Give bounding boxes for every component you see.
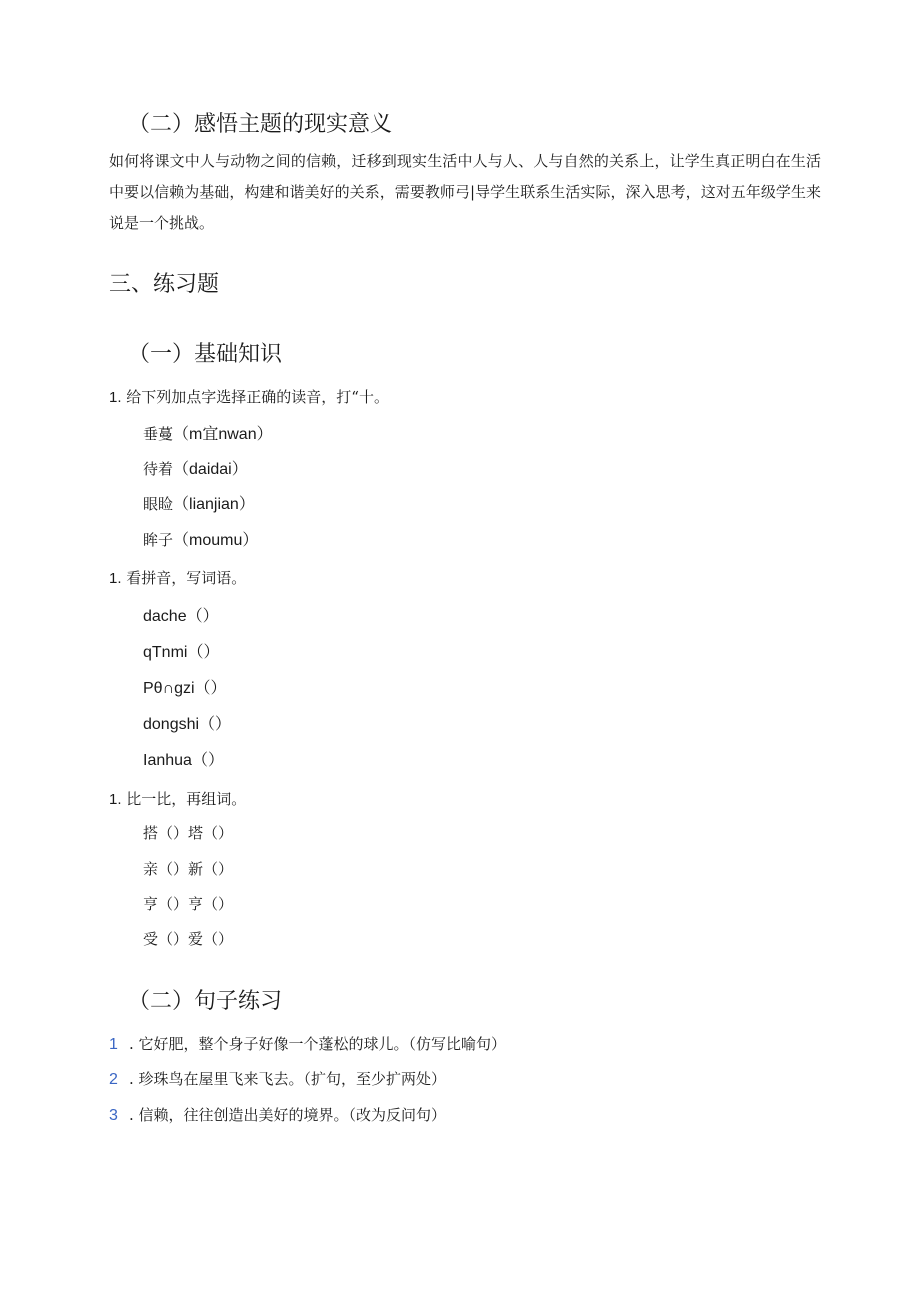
pinyin-choice-item [143, 527, 258, 550]
pinyin-choice-item [143, 421, 273, 444]
question-text: 比一比，再组词。 [126, 790, 247, 808]
word: 眼睑 [143, 495, 174, 513]
sentence-exercise [109, 1033, 506, 1054]
sentence-text: . 它好肥，整个身子好像一个蓬松的球儿。（仿写比喻句） [129, 1035, 507, 1053]
pinyin-choice-item [143, 491, 255, 514]
question-text: 给下列加点字选择正确的读音，打“十。 [126, 388, 389, 406]
question-text: 看拼音，写词语。 [126, 569, 247, 587]
sentence-text: . 信赖，往往创造出美好的境界。（改为反问句） [129, 1106, 447, 1124]
pinyin: （moumu） [173, 532, 259, 549]
compare-word-item: 亲（）新（） [143, 860, 234, 878]
section-title-feel-theme: （二）感悟主题的现实意义 [128, 112, 393, 137]
word: 待着 [143, 460, 174, 478]
question-number: 1. [109, 570, 122, 587]
pinyin-write-item: qTnmi（） [143, 644, 220, 661]
sentence-exercise [109, 1068, 446, 1089]
pinyin: （lianjian） [173, 496, 255, 513]
pinyin-write-item: dache（） [143, 608, 219, 625]
pinyin-write-item: Ianhua（） [143, 752, 224, 769]
question-number: 1. [109, 389, 122, 406]
subsection-title-text: （二）句子练习 [128, 989, 283, 1014]
sentence-number: 3 [109, 1107, 118, 1124]
subsection-title-basics: （一）基础知识 [128, 342, 283, 367]
sentence-text: . 珍珠鸟在屋里飞来飞去。（扩句，至少扩两处） [129, 1070, 447, 1088]
pinyin: （m宜nwan） [173, 426, 273, 443]
question-3 [109, 788, 246, 809]
section-title-exercises: 三、练习题 [109, 272, 220, 297]
body-paragraph: 如何将课文中人与动物之间的信赖，迁移到现实生活中人与人、人与自然的关系上，让学生真正明白在生活中要以信赖为基础，构建和谐美好的关系，需要教师弓|导学生联系生活实际，深入思考，这对五年级学生来说是一个挑战。 [109, 152, 821, 232]
question-1 [109, 386, 389, 407]
pinyin-choice-item [143, 456, 248, 479]
question-2 [109, 567, 246, 588]
sentence-number: 1 [109, 1036, 118, 1053]
sentence-exercise [109, 1104, 446, 1125]
sentence-number: 2 [109, 1071, 118, 1088]
compare-word-item: 亨（）亨（） [143, 895, 234, 913]
subsection-title-sentences [128, 984, 282, 1015]
pinyin-write-item: Pθ∩gzi（） [143, 680, 227, 697]
compare-word-item: 搭（）塔（） [143, 824, 234, 842]
compare-word-item: 受（）爱（） [143, 930, 234, 948]
word: 眸子 [143, 531, 174, 549]
pinyin-write-item: dongshi（） [143, 716, 232, 733]
pinyin: （daidai） [173, 461, 248, 478]
question-number: 1. [109, 791, 122, 808]
word: 垂蔓 [143, 425, 174, 443]
